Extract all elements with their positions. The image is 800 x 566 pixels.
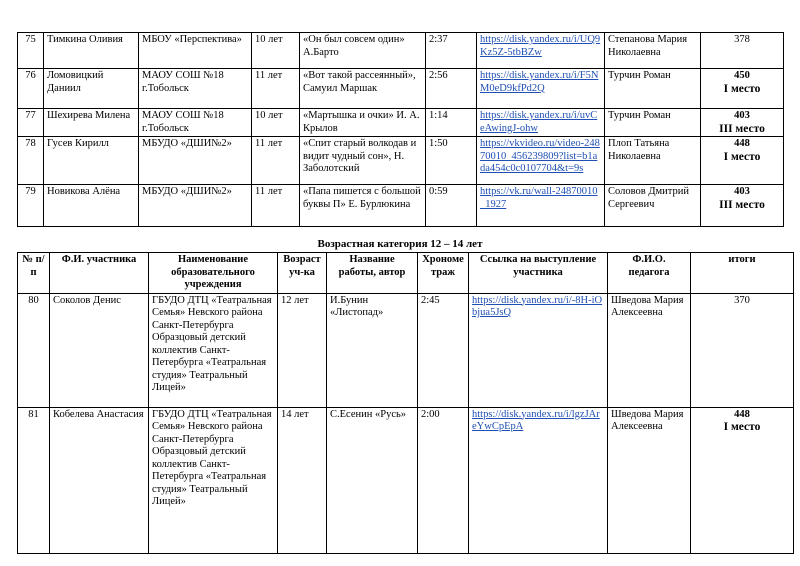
score: 370 <box>734 294 750 306</box>
participant-age: 12 лет <box>278 293 327 407</box>
school-name: ГБУДО ДТЦ «Театральная Семья» Невского района Санкт-Петербурга Образцовый детский коллектив Санкт-Петербурга «Театральная студия» Театральный Лицей» <box>149 407 278 553</box>
header-age: Возраст уч-ка <box>278 253 327 294</box>
participant-name: Соколов Денис <box>50 293 149 407</box>
result-cell <box>701 137 784 185</box>
work-title: «Папа пишется с большой буквы П» Е. Бурлюкина <box>300 185 426 227</box>
row-number: 77 <box>18 109 44 137</box>
school-name: МБОУ «Перспектива» <box>139 33 252 69</box>
result-cell <box>701 33 784 69</box>
performance-link[interactable]: https://disk.yandex.ru/i/UQ9Kz5Z-5tbBZw <box>480 34 601 58</box>
school-name: МАОУ СОШ №18 г.Тобольск <box>139 69 252 109</box>
duration: 0:59 <box>426 185 477 227</box>
header-number: № п/п <box>18 253 50 294</box>
participant-age: 14 лет <box>278 407 327 553</box>
header-result: итоги <box>691 253 794 294</box>
school-name: МБУДО «ДШИ№2» <box>139 185 252 227</box>
performance-link[interactable]: https://vk.ru/wall-24870010_1927 <box>480 186 598 210</box>
link-cell <box>477 137 605 185</box>
result-cell <box>701 69 784 109</box>
duration: 2:56 <box>426 69 477 109</box>
work-title: «Спит старый волкодав и видит чудный сон», Н. Заболотский <box>300 137 426 185</box>
teacher-name: Турчин Роман <box>605 109 701 137</box>
teacher-name: Шведова Мария Алексеевна <box>608 407 691 553</box>
result-cell <box>691 293 794 407</box>
duration: 1:14 <box>426 109 477 137</box>
age-category-title: Возрастная категория 12 – 14 лет <box>317 238 483 250</box>
participant-name: Шехирева Милена <box>44 109 139 137</box>
place-badge: III место <box>719 122 765 135</box>
table-row <box>18 109 784 137</box>
table-row <box>18 407 794 553</box>
score: 450 <box>734 70 750 81</box>
header-school: Наименование образовательного учреждения <box>149 253 278 294</box>
teacher-name: Плоп Татьяна Николаевна <box>605 137 701 185</box>
result-cell <box>691 407 794 553</box>
participant-age: 10 лет <box>252 33 300 69</box>
performance-link[interactable]: https://disk.yandex.ru/i/uvCeAwingJ-ohw <box>480 110 598 134</box>
header-time: Хронометраж <box>418 253 469 294</box>
table-row <box>18 33 784 69</box>
work-title: С.Есенин «Русь» <box>327 407 418 553</box>
teacher-name: Шведова Мария Алексеевна <box>608 293 691 407</box>
score: 378 <box>734 34 750 45</box>
school-name: ГБУДО ДТЦ «Театральная Семья» Невского района Санкт-Петербурга Образцовый детский коллектив Санкт-Петербурга «Театральная студия» Театральный Лицей» <box>149 293 278 407</box>
work-title: «Он был совсем один» А.Барто <box>300 33 426 69</box>
work-title: И.Бунин «Листопад» <box>327 293 418 407</box>
score: 403 <box>734 110 750 121</box>
link-cell <box>477 33 605 69</box>
duration: 1:50 <box>426 137 477 185</box>
school-name: МАОУ СОШ №18 г.Тобольск <box>139 109 252 137</box>
duration: 2:00 <box>418 407 469 553</box>
header-name: Ф.И. участника <box>50 253 149 294</box>
place-badge: I место <box>723 82 761 95</box>
school-name: МБУДО «ДШИ№2» <box>139 137 252 185</box>
score: 448 <box>734 138 750 149</box>
table-row <box>18 185 784 227</box>
place-badge: III место <box>719 198 765 211</box>
row-number: 81 <box>18 407 50 553</box>
place-badge: I место <box>723 421 761 433</box>
row-number: 78 <box>18 137 44 185</box>
header-teacher: Ф.И.О. педагога <box>608 253 691 294</box>
score: 403 <box>734 186 750 197</box>
participant-age: 11 лет <box>252 69 300 109</box>
link-cell <box>469 407 608 553</box>
result-cell <box>701 109 784 137</box>
place-badge: I место <box>723 150 761 163</box>
link-cell <box>477 69 605 109</box>
performance-link[interactable]: https://disk.yandex.ru/i/-8H-iObjua5JsQ <box>472 294 603 318</box>
work-title: «Мартышка и очки» И. А. Крылов <box>300 109 426 137</box>
participant-name: Тимкина Оливия <box>44 33 139 69</box>
link-cell <box>477 185 605 227</box>
participants-table-lower <box>17 252 794 554</box>
participant-name: Новикова Алёна <box>44 185 139 227</box>
table-row <box>18 69 784 109</box>
link-cell <box>477 109 605 137</box>
teacher-name: Турчин Роман <box>605 69 701 109</box>
row-number: 80 <box>18 293 50 407</box>
work-title: «Вот такой рассеянный», Самуил Маршак <box>300 69 426 109</box>
participants-table-upper <box>17 32 784 227</box>
teacher-name: Степанова Мария Николаевна <box>605 33 701 69</box>
duration: 2:45 <box>418 293 469 407</box>
participant-name: Гусев Кирилл <box>44 137 139 185</box>
row-number: 79 <box>18 185 44 227</box>
participant-age: 11 лет <box>252 137 300 185</box>
result-cell <box>701 185 784 227</box>
link-cell <box>469 293 608 407</box>
duration: 2:37 <box>426 33 477 69</box>
participant-age: 11 лет <box>252 185 300 227</box>
table-header-row <box>18 253 794 294</box>
table-row <box>18 293 794 407</box>
performance-link[interactable]: https://disk.yandex.ru/i/lgzJAreYwCpEpA <box>472 408 600 432</box>
row-number: 76 <box>18 69 44 109</box>
table-row <box>18 137 784 185</box>
teacher-name: Соловов Дмитрий Сергеевич <box>605 185 701 227</box>
row-number: 75 <box>18 33 44 69</box>
performance-link[interactable]: https://vkvideo.ru/video-24870010_456239809?list=b1ada454c0c0107704&t=9s <box>480 138 600 174</box>
participant-age: 10 лет <box>252 109 300 137</box>
score: 448 <box>734 408 750 420</box>
participant-name: Кобелева Анастасия <box>50 407 149 553</box>
header-link: Ссылка на выступление участника <box>469 253 608 294</box>
participant-name: Ломовицкий Даниил <box>44 69 139 109</box>
header-work: Название работы, автор <box>327 253 418 294</box>
performance-link[interactable]: https://disk.yandex.ru/i/F5NM0eD9kfPd2Q <box>480 70 599 94</box>
